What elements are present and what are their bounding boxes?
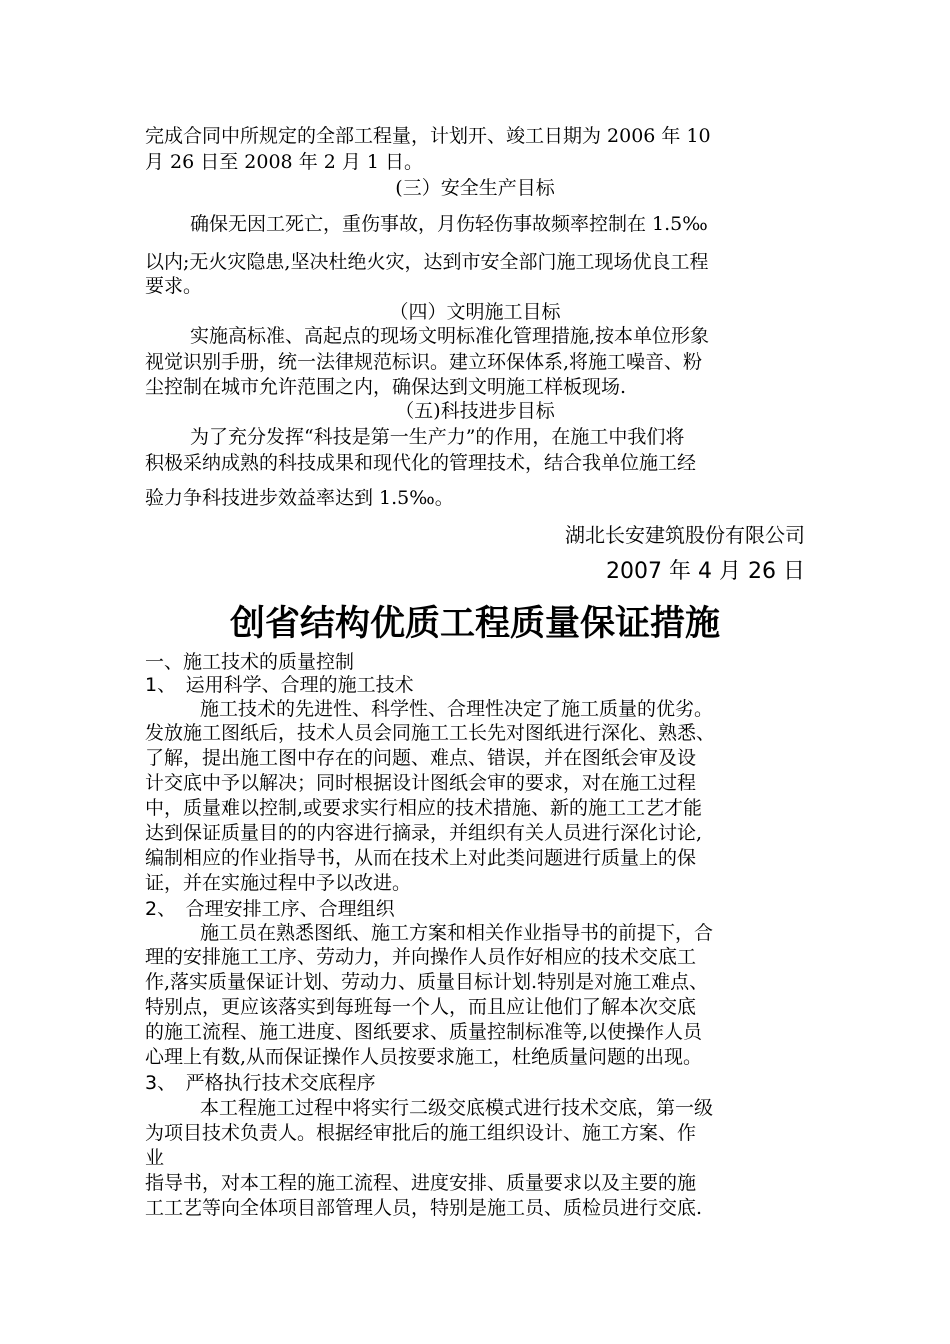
item-1-line-4: 计交底中予以解决；同时根据设计图纸会审的要求，对在施工过程 <box>145 772 697 794</box>
item-2-line-4: 特别点，更应该落实到每班每一个人，而且应让他们了解本次交底 <box>145 996 697 1018</box>
section-4-line-3: 尘控制在城市允许范围之内，确保达到文明施工样板现场. <box>145 376 627 398</box>
item-1-line-8: 证，并在实施过程中予以改进。 <box>145 872 412 894</box>
item-2-line-1: 施工员在熟悉图纸、施工方案和相关作业指导书的前提下，合 <box>200 922 714 944</box>
item-3-line-5: 工工艺等向全体项目部管理人员，特别是施工员、质检员进行交底. <box>145 1197 703 1219</box>
item-1-line-5: 中，质量难以控制,或要求实行相应的技术措施、新的施工工艺才能 <box>145 797 703 819</box>
item-3-line-3: 业 <box>145 1147 165 1169</box>
section-3-line-1: 确保无因工死亡，重伤事故，月伤轻伤事故频率控制在 1.5‰ <box>190 213 708 235</box>
section-4-line-2: 视觉识别手册，统一法律规范标识。建立环保体系,将施工噪音、粉 <box>145 351 703 373</box>
item-3-heading: 3、 严格执行技术交底程序 <box>145 1072 376 1094</box>
item-2-heading: 2、 合理安排工序、合理组织 <box>145 898 395 920</box>
item-2-line-2: 理的安排施工工序、劳动力，并向操作人员作好相应的技术交底工 <box>145 946 697 968</box>
intro-line-1: 完成合同中所规定的全部工程量，计划开、竣工日期为 2006 年 10 <box>145 125 711 147</box>
section-3-line-3: 要求。 <box>145 275 203 297</box>
item-2-line-5: 的施工流程、施工进度、图纸要求、质量控制标准等,以使操作人员 <box>145 1021 703 1043</box>
item-2-line-3: 作,落实质量保证计划、劳动力、质量目标计划.特别是对施工难点、 <box>145 971 709 993</box>
part-1-heading: 一、施工技术的质量控制 <box>145 651 355 673</box>
section-3-title: (三）安全生产目标 <box>395 177 555 199</box>
section-5-title: （五)科技进步目标 <box>395 400 555 422</box>
intro-line-2: 月 26 日至 2008 年 2 月 1 日。 <box>145 151 424 173</box>
item-2-line-6: 心理上有数,从而保证操作人员按要求施工，杜绝质量问题的出现。 <box>145 1046 703 1068</box>
item-1-line-6: 达到保证质量目的的内容进行摘录，并组织有关人员进行深化讨论, <box>145 822 703 844</box>
item-1-line-2: 发放施工图纸后，技术人员会同施工工长先对图纸进行深化、熟悉、 <box>145 722 716 744</box>
item-3-line-1: 本工程施工过程中将实行二级交底模式进行技术交底，第一级 <box>200 1097 714 1119</box>
item-1-line-7: 编制相应的作业指导书，从而在技术上对此类问题进行质量上的保 <box>145 847 697 869</box>
main-title: 创省结构优质工程质量保证措施 <box>229 604 720 644</box>
section-5-line-1: 为了充分发挥“科技是第一生产力”的作用，在施工中我们将 <box>190 426 685 448</box>
item-3-line-2: 为项目技术负责人。根据经审批后的施工组织设计、施工方案、作 <box>145 1122 697 1144</box>
section-4-title: （四）文明施工目标 <box>389 301 561 323</box>
section-4-line-1: 实施高标准、高起点的现场文明标准化管理措施,按本单位形象 <box>190 325 710 347</box>
item-3-line-4: 指导书，对本工程的施工流程、进度安排、质量要求以及主要的施 <box>145 1172 697 1194</box>
document-date: 2007 年 4 月 26 日 <box>606 559 805 584</box>
company-name: 湖北长安建筑股份有限公司 <box>565 523 805 547</box>
item-1-heading: 1、 运用科学、合理的施工技术 <box>145 674 414 696</box>
item-1-line-1: 施工技术的先进性、科学性、合理性决定了施工质量的优劣。 <box>200 698 714 720</box>
section-5-line-3: 验力争科技进步效益率达到 1.5‰。 <box>145 487 454 509</box>
section-3-line-2: 以内;无火灾隐患,坚决杜绝火灾，达到市安全部门施工现场优良工程 <box>145 251 709 273</box>
section-5-line-2: 积极采纳成熟的科技成果和现代化的管理技术，结合我单位施工经 <box>145 452 697 474</box>
item-1-line-3: 了解，提出施工图中存在的问题、难点、错误，并在图纸会审及设 <box>145 747 697 769</box>
